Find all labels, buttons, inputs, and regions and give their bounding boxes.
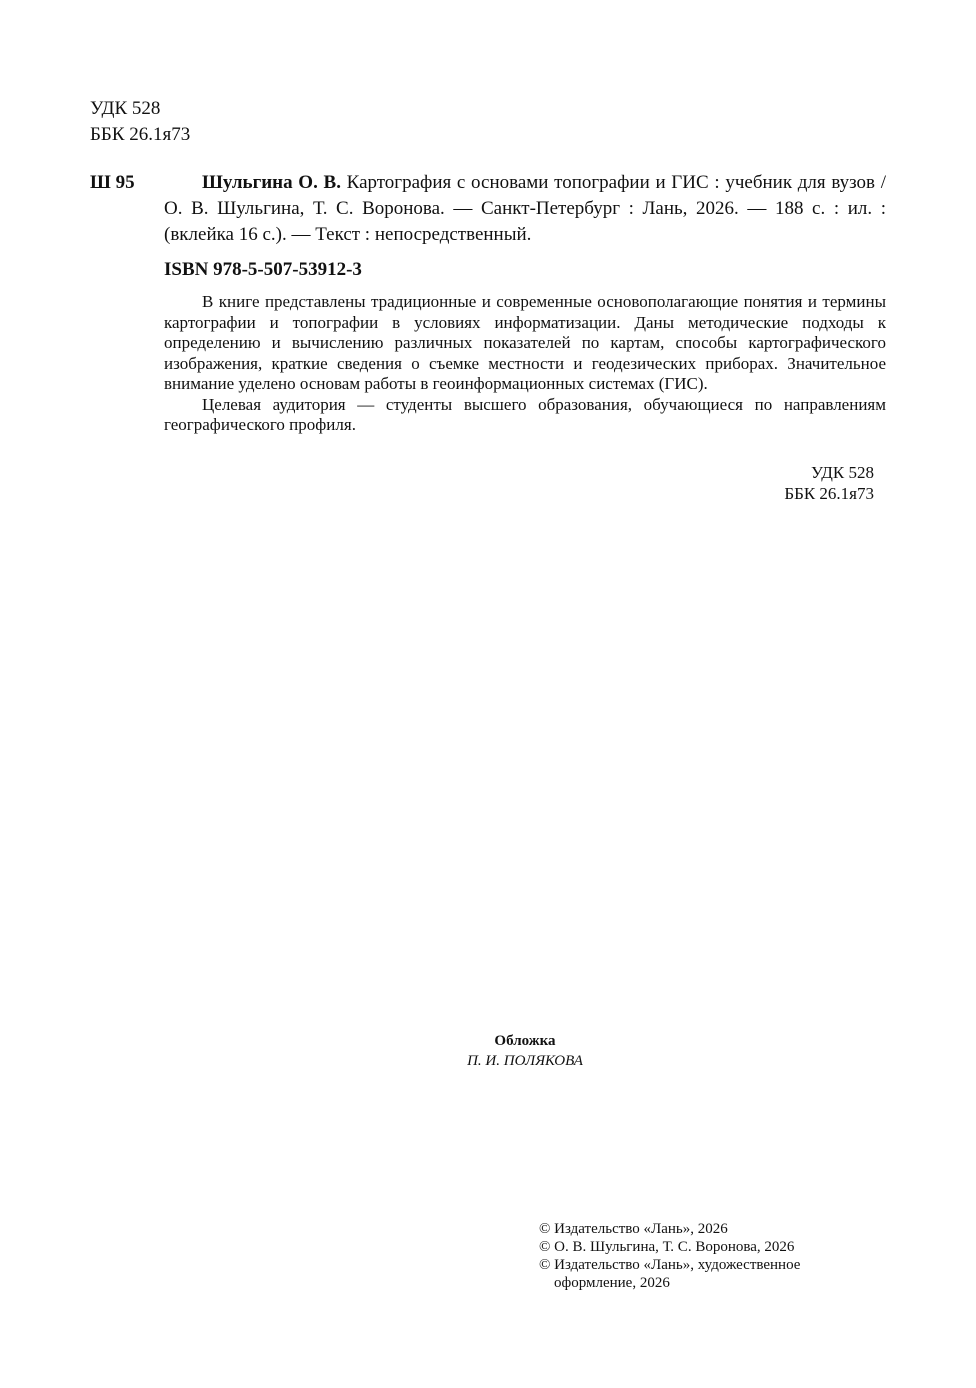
bbk-code: ББК 26.1я73: [90, 124, 191, 145]
udk-code: УДК 528: [810, 463, 874, 482]
author-sign: Ш 95: [90, 172, 135, 193]
annotation-paragraph: Целевая аудитория — студенты высшего образования, обучающиеся по направлениям географического профиля.: [164, 394, 886, 434]
copyright-line: © Издательство «Лань», художественное оформление, 2026: [539, 1257, 801, 1291]
bibliographic-description: [164, 170, 886, 248]
cover-designer: П. И. ПОЛЯКОВА: [467, 1053, 583, 1069]
author-name: Шульгина О. В.: [202, 172, 341, 193]
annotation: [164, 292, 886, 436]
bibliographic-text: Картография с основами топографии и ГИС : учебник для вузов / О. В. Шульгина, Т. С. Воронова. — Санкт-Петербург : Лань, 2026. — 188 с. : ил. : (вклейка 16 с.). — Текст : непосредственный.: [164, 172, 886, 245]
annotation-paragraph: В книге представлены традиционные и современные основополагающие понятия и термины картографии и топографии в условиях информатизации. Даны методические подходы к определению и вычислению различных показателей по картам, способы картографического изображения, краткие сведения о съемке местности и геодезических приборах. Значительное внимание уделено основам работы в геоинформационных системах (ГИС).: [164, 292, 886, 393]
classification-codes-top: [90, 96, 190, 148]
copyright-line: © Издательство «Лань», 2026: [539, 1221, 728, 1237]
classification-codes-bottom: [760, 462, 874, 504]
udk-code: УДК 528: [90, 98, 161, 119]
cover-credits: [400, 1031, 650, 1071]
isbn: ISBN 978-5-507-53912-3: [164, 259, 362, 280]
bbk-code: ББК 26.1я73: [784, 484, 874, 503]
copyright-block: [539, 1220, 859, 1292]
cover-label: Обложка: [494, 1033, 556, 1049]
copyright-line: © О. В. Шульгина, Т. С. Воронова, 2026: [539, 1239, 795, 1255]
